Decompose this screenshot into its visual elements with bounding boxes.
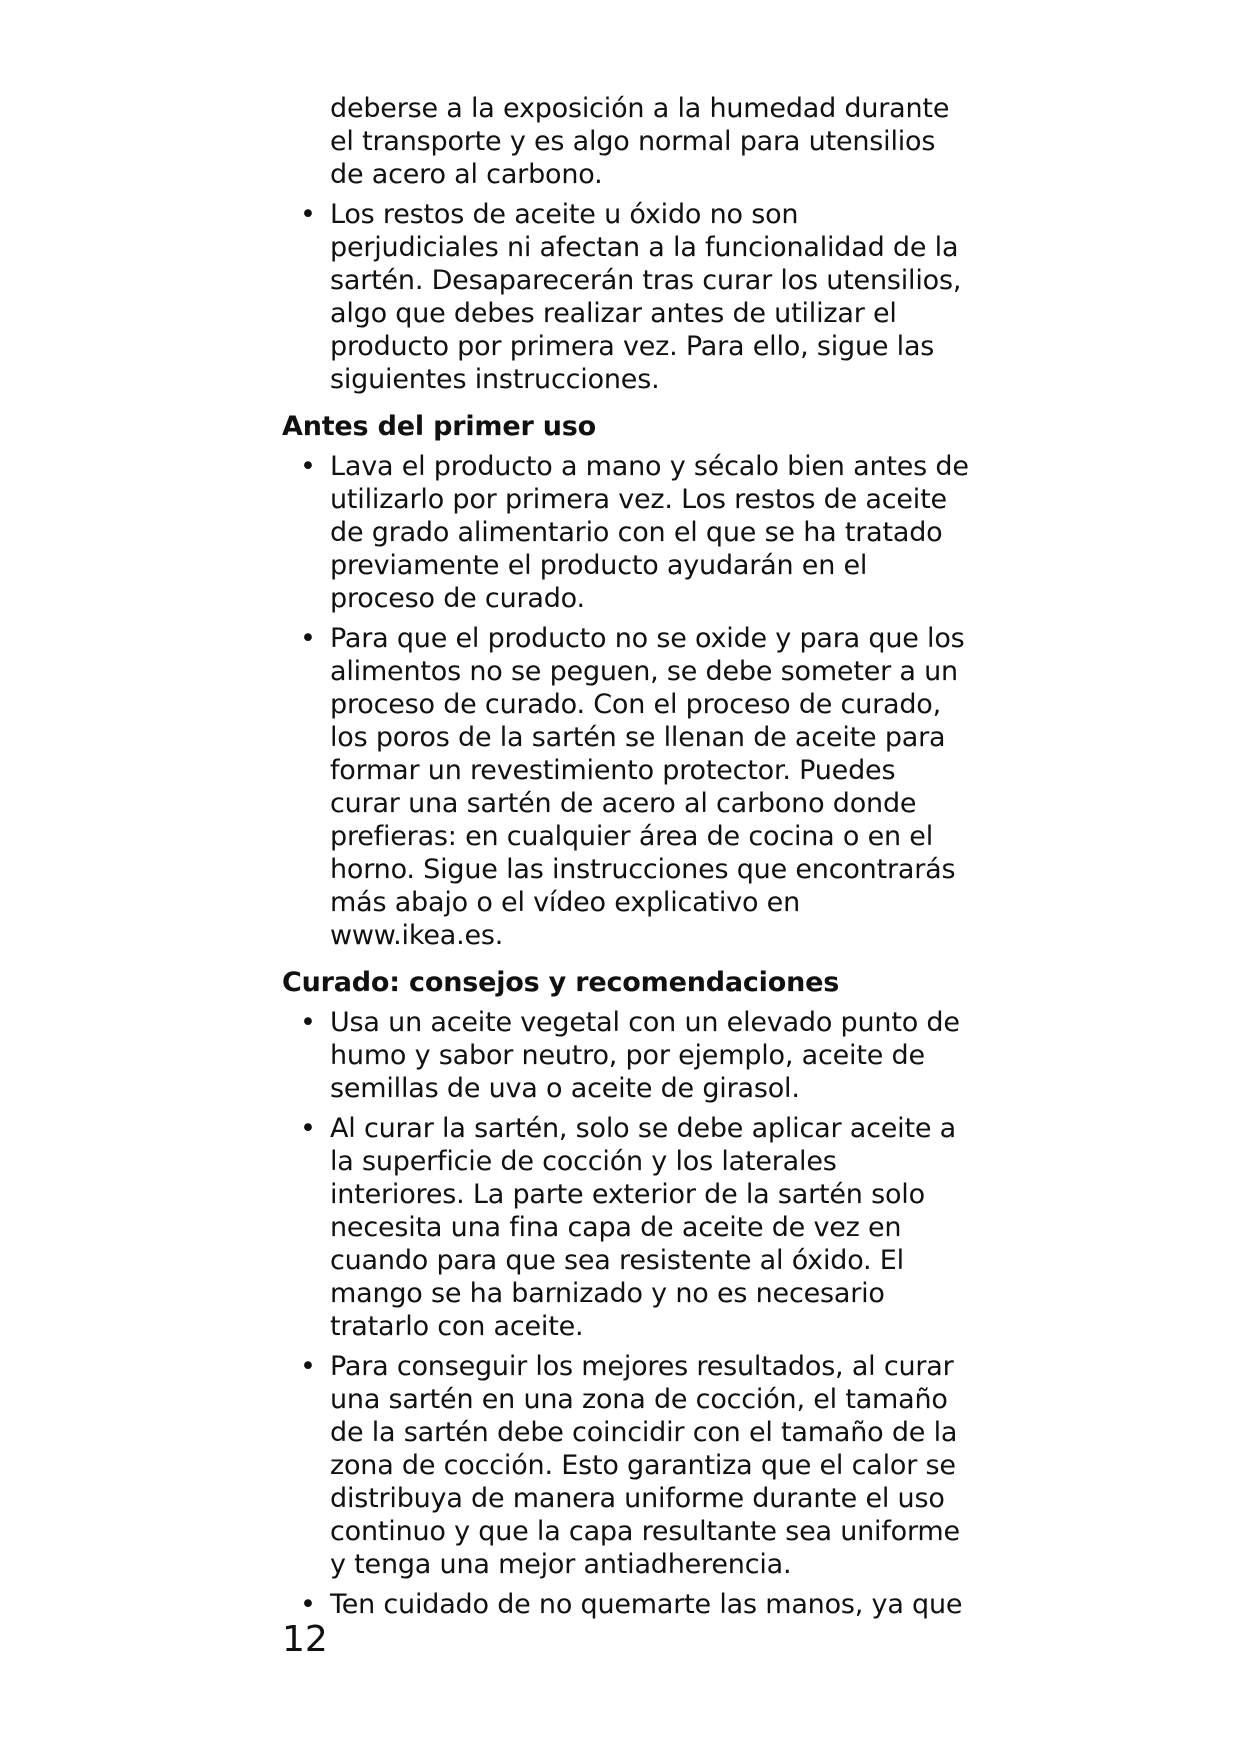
list-item-text: Los restos de aceite u óxido no son perjudiciales ni afectan a la funcionalidad de la sartén. Desaparecerán tras curar los utensilios, algo que debes realizar antes de utilizar el producto por primera vez. Para ello, sigue las siguientes instrucciones.	[330, 199, 962, 395]
list-item-text: Usa un aceite vegetal con un elevado punto de humo y sabor neutro, por ejemplo, aceite de semillas de uva o aceite de girasol.	[330, 1007, 960, 1104]
list-item-text: Al curar la sartén, solo se debe aplicar aceite a la superficie de cocción y los laterales interiores. La parte exterior de la sartén solo necesita una fina capa de aceite de vez en cuando para que sea resistente al óxido. El mango se ha barnizado y no es necesario tratarlo con aceite.	[330, 1113, 956, 1342]
page-content	[282, 92, 972, 1621]
bullet-mark: •	[300, 1007, 316, 1038]
bullet-mark: •	[300, 623, 316, 654]
section-heading-seasoning-tips: Curado: consejos y recomendaciones	[282, 967, 840, 998]
list-item	[282, 450, 972, 615]
continuation-paragraph: deberse a la exposición a la humedad durante el transporte y es algo normal para utensilios de acero al carbono.	[330, 93, 950, 190]
list-item-text: Para que el producto no se oxide y para que los alimentos no se peguen, se debe someter a un proceso de curado. Con el proceso de curado, los poros de la sartén se llenan de aceite para formar un revestimiento protector. Puedes curar una sartén de acero al carbono donde prefieras: en cualquier área de cocina o en el horno. Sigue las instrucciones que encontrarás más abajo o el vídeo explicativo en www.ikea.es.	[330, 623, 965, 951]
list-item	[282, 1350, 972, 1581]
bullet-mark: •	[300, 1589, 316, 1620]
list-item	[282, 622, 972, 952]
bullet-mark: •	[300, 451, 316, 482]
bullet-mark: •	[300, 1113, 316, 1144]
list-item	[282, 1112, 972, 1343]
page-number: 12	[282, 1619, 328, 1660]
bullet-mark: •	[300, 199, 316, 230]
list-item-text: Ten cuidado de no quemarte las manos, ya que	[330, 1589, 963, 1620]
list-item	[282, 1588, 972, 1621]
list-item	[282, 1006, 972, 1105]
bullet-mark: •	[300, 1351, 316, 1382]
list-item-text: Para conseguir los mejores resultados, al curar una sartén en una zona de cocción, el tamaño de la sartén debe coincidir con el tamaño de la zona de cocción. Esto garantiza que el calor se distribuya de manera uniforme durante el uso continuo y que la capa resultante sea uniforme y tenga una mejor antiadherencia.	[330, 1351, 960, 1580]
list-item	[282, 198, 972, 396]
section-heading-first-use: Antes del primer uso	[282, 411, 597, 442]
list-item-text: Lava el producto a mano y sécalo bien antes de utilizarlo por primera vez. Los restos de aceite de grado alimentario con el que se ha tratado previamente el producto ayudarán en el proceso de curado.	[330, 451, 969, 614]
